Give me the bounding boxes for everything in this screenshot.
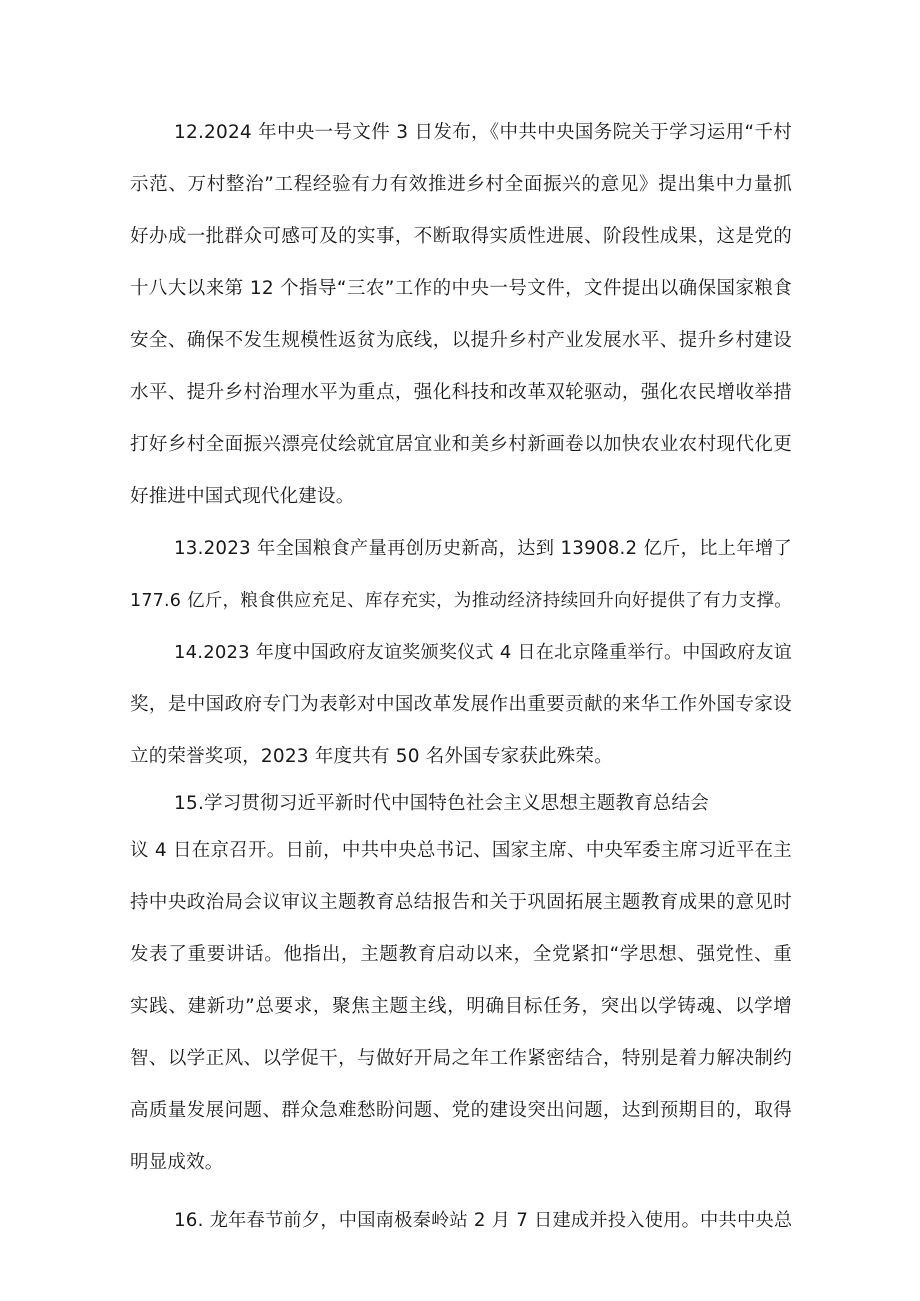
text-line: 16. 龙年春节前夕，中国南极秦岭站 2 月 7 日建成并投入使用。中共中央总 — [174, 1210, 793, 1231]
text-line: 奖，是中国政府专门为表彰对中国改革发展作出重要贡献的来华工作外国专家设 — [130, 694, 792, 715]
text-line: 安全、确保不发生规模性返贫为底线，以提升乡村产业发展水平、提升乡村建设 — [130, 330, 792, 351]
text-line: 好办成一批群众可感可及的实事，不断取得实质性进展、阶段性成果，这是党的 — [130, 226, 792, 247]
text-line: 高质量发展问题、群众急难愁盼问题、党的建设突出问题，达到预期目的，取得 — [130, 1100, 792, 1121]
text-line: 十八大以来第 12 个指导“三农”工作的中央一号文件，文件提出以确保国家粮食 — [130, 278, 792, 299]
text-line: 好推进中国式现代化建设。 — [130, 486, 355, 507]
text-line: 打好乡村全面振兴漂亮仗绘就宜居宜业和美乡村新画卷以加快农业农村现代化更 — [130, 434, 792, 455]
text-line: 立的荣誉奖项，2023 年度共有 50 名外国专家获此殊荣。 — [130, 746, 613, 767]
text-line: 持中央政治局会议审议主题教育总结报告和关于巩固拓展主题教育成果的意见时 — [130, 892, 792, 913]
text-line: 13.2023 年全国粮食产量再创历史新高，达到 13908.2 亿斤，比上年增了 — [174, 538, 792, 559]
text-line: 示范、万村整治”工程经验有力有效推进乡村全面振兴的意见》提出集中力量抓 — [130, 174, 792, 195]
text-line: 实践、建新功”总要求，聚焦主题主线，明确目标任务，突出以学铸魂、以学增 — [130, 996, 792, 1017]
text-line: 水平、提升乡村治理水平为重点，强化科技和改革双轮驱动，强化农民增收举措 — [130, 382, 792, 403]
text-line: 明显成效。 — [130, 1152, 224, 1173]
text-line: 智、以学正风、以学促干，与做好开局之年工作紧密结合，特别是着力解决制约 — [130, 1048, 792, 1069]
text-line: 15.学习贯彻习近平新时代中国特色社会主义思想主题教育总结会 — [174, 793, 709, 814]
text-line: 议 4 日在京召开。日前，中共中央总书记、国家主席、中央军委主席习近平在主 — [130, 840, 792, 861]
text-line: 14.2023 年度中国政府友谊奖颁奖仪式 4 日在北京隆重举行。中国政府友谊 — [174, 642, 792, 663]
text-line: 177.6 亿斤，粮食供应充足、库存充实，为推动经济持续回升向好提供了有力支撑。 — [130, 591, 792, 611]
text-line: 12.2024 年中央一号文件 3 日发布，《中共中央国务院关于学习运用“千村 — [174, 122, 792, 143]
text-line: 发表了重要讲话。他指出，主题教育启动以来，全党紧扣“学思想、强党性、重 — [130, 944, 792, 965]
